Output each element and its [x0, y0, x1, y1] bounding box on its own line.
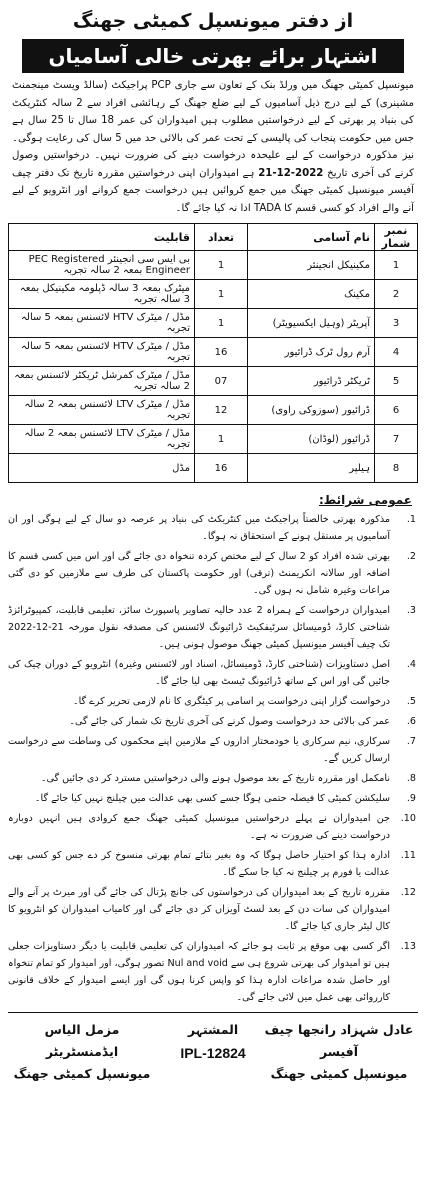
header-count: تعداد — [195, 224, 248, 251]
list-item — [8, 847, 418, 881]
list-item — [8, 938, 418, 1006]
row-post-name: ڈرائیور (سوزوکی راوی) — [248, 396, 375, 425]
list-item — [8, 810, 418, 844]
list-item — [8, 602, 418, 653]
table-row — [9, 338, 418, 367]
term-number: .12 — [400, 887, 416, 898]
term-number: .7 — [406, 736, 416, 747]
row-count: 1 — [195, 251, 248, 280]
row-post-name: ہیلپر — [248, 454, 375, 483]
term-number: .13 — [400, 941, 416, 952]
row-qualification: میٹرک بمعہ 3 سالہ ڈپلومہ مکینیکل بمعہ 3 سالہ تجربہ — [9, 280, 195, 309]
header-post-name: نام آسامی — [248, 224, 375, 251]
term-text: سرکاری، نیم سرکاری یا خودمختار اداروں کے ملازمین اپنے محکموں کی وساطت سے درخواست ارسال کریں گے۔ — [8, 736, 390, 764]
row-post-name: مکینک — [248, 280, 375, 309]
term-text: بھرتی شدہ افراد کو 2 سال کے لیے مختص کردہ تنخواہ دی جائے گی اور اس میں کسی قسم کا اضافہ اور سالانہ انکریمنٹ (ترقی) اور حکومت پاکستان کی طرف سے ملازمین کو دی گئی مراعات وغیرہ شامل نہ ہوں گی۔ — [8, 551, 390, 596]
list-item — [8, 693, 418, 710]
deadline-date: 21-12-2022 — [258, 167, 324, 179]
chief-officer-office: میونسپل کمیٹی جھنگ — [270, 1066, 408, 1081]
table-row — [9, 251, 418, 280]
row-qualification: مڈل — [9, 454, 195, 483]
term-number: .9 — [406, 793, 416, 804]
term-number: .10 — [400, 813, 416, 824]
intro-text-1: میونسپل کمیٹی جھنگ میں ورلڈ بنک کے تعاون سے جاری PCP پراجیکٹ (سالڈ ویسٹ مینجمنٹ مشینری) کے لیے درج ذیل آسامیوں کے لیے ضلع جھنگ کے رہائشی افراد سے 2 سالہ کنٹریکٹ کی بنیاد پر بھرتی کے لیے درخواستیں مطلوب ہیں امیدواران کی عمر 18 سال تا 25 سال ہے جس میں حکومت پنجاب کی پالیسی کے تحت عمر کی بالائی حد میں 5 سال کی رعایت ہوگی۔ نیز مذکورہ درخواست کے لیے علیحدہ درخواست دینے کی ضرورت نہیں۔ درخواستیں وصول کرنے کی آخری تاریخ — [12, 80, 414, 179]
administrator-signature — [12, 1019, 152, 1085]
chief-officer-signature — [264, 1019, 414, 1085]
list-item — [8, 770, 418, 787]
row-post-name: ڈرائیور (لوڈان) — [248, 425, 375, 454]
list-item — [8, 656, 418, 690]
header-no: نمبر شمار — [375, 224, 418, 251]
row-qualification: مڈل / میٹرک کمرشل ٹریکٹر لائسنس بمعہ 2 سالہ تجربہ — [9, 367, 195, 396]
row-count: 12 — [195, 396, 248, 425]
term-number: .8 — [406, 773, 416, 784]
list-item — [8, 548, 418, 599]
row-no: 3 — [375, 309, 418, 338]
list-item — [8, 511, 418, 545]
row-no: 8 — [375, 454, 418, 483]
term-number: .11 — [400, 850, 416, 861]
ipl-number: IPL-12824 — [180, 1045, 246, 1061]
table-row — [9, 309, 418, 338]
list-item — [8, 884, 418, 935]
term-text: سلیکشن کمیٹی کا فیصلہ حتمی ہوگا جسے کسی بھی عدالت میں چیلنج نہیں کیا جائے گا۔ — [34, 793, 390, 804]
row-count: 16 — [195, 454, 248, 483]
row-no: 1 — [375, 251, 418, 280]
term-text: درخواست گزار اپنی درخواست پر اسامی پر کیٹگری کا نام لازمی تحریر کرے گا۔ — [73, 696, 390, 707]
term-text: نامکمل اور مقررہ تاریخ کے بعد موصول ہونے والی درخواستیں مسترد کر دی جائیں گی۔ — [40, 773, 390, 784]
row-qualification: بی ایس سی انجینئر PEC Registered Engineer بمعہ 2 سالہ تجربہ — [9, 251, 195, 280]
term-text: اگر کسی بھی موقع پر ثابت ہو جائے کہ امیدواران کی تعلیمی قابلیت یا دیگر دستاویزات جعلی ہیں تو امیدوار کی بھرتی شروع ہی سے Nul and void تصور ہوگی، اور امیدوار کو تمام تنخواہ اور حاصل شدہ مراعات ادارہ ہذا کو واپس کرنا ہوں گی اور ایسے امیدوار کے خلاف قانونی کارروائی بھی عمل میں لائی جائے گی۔ — [8, 941, 391, 1003]
chief-officer-name: عادل شہزاد رانجھا چیف آفیسر — [264, 1022, 414, 1059]
intro-paragraph — [8, 77, 418, 217]
term-text: عمر کی بالائی حد درخواست وصول کرنے کی آخری تاریخ تک شمار کی جائے گی۔ — [69, 716, 390, 727]
header-qualification: قابلیت — [9, 224, 195, 251]
term-text: اصل دستاویزات (شناختی کارڈ، ڈومیسائل، اسناد اور لائسنس وغیرہ) انٹرویو کے دوران چیک کی جائیں گی اور اس کے ساتھ ڈرائیونگ ٹیسٹ بھی لیا جائے گا۔ — [8, 659, 390, 687]
term-text: مذکورہ بھرتی خالصتاً پراجیکٹ میں کنٹریکٹ کی بنیاد پر عرصہ دو سال کے لیے ہوگی اور ان آسامیوں پر مستقل ہونے کے استحقاق نہ ہوگا۔ — [8, 514, 390, 542]
term-number: .3 — [406, 605, 416, 616]
row-count: 1 — [195, 425, 248, 454]
footer-divider — [8, 1012, 418, 1013]
table-row — [9, 454, 418, 483]
posts-table — [8, 223, 418, 483]
administrator-office: میونسپل کمیٹی جھنگ — [13, 1066, 151, 1081]
term-number: .1 — [406, 514, 416, 525]
table-row — [9, 280, 418, 309]
list-item — [8, 790, 418, 807]
table-row — [9, 396, 418, 425]
row-qualification: مڈل / میٹرک LTV لائسنس بمعہ 2 سالہ تجربہ — [9, 425, 195, 454]
table-header-row — [9, 224, 418, 251]
row-no: 4 — [375, 338, 418, 367]
office-title: از دفتر میونسپل کمیٹی جھنگ — [72, 10, 354, 32]
row-qualification: مڈل / میٹرک HTV لائسنس بمعہ 5 سالہ تجربہ — [9, 338, 195, 367]
row-no: 2 — [375, 280, 418, 309]
row-post-name: آپریٹر (وہیل ایکسیویٹر) — [248, 309, 375, 338]
row-count: 1 — [195, 309, 248, 338]
intro-text-2: ہے امیدواران اپنی درخواستیں مقررہ تاریخ تک دفتر چیف آفیسر میونسپل کمیٹی جھنگ میں جمع کروائیں ہیں درخواست جمع کروانے اور انٹرویو کے لیے آنے والے افراد کو کسی قسم کا TADA ادا نہ کیا جائے گا۔ — [12, 167, 414, 214]
row-count: 16 — [195, 338, 248, 367]
term-number: .5 — [406, 696, 416, 707]
term-text: ادارہ ہذا کو اختیار حاصل ہوگا کہ وہ بغیر بتائے تمام بھرتی منسوخ کر دے جس کو کسی بھی عدالت یا فورم پر چیلنج نہ کیا جا سکے گا۔ — [8, 850, 390, 878]
signature-footer — [8, 1017, 418, 1081]
row-qualification: مڈل / میٹرک LTV لائسنس بمعہ 2 سالہ تجربہ — [9, 396, 195, 425]
row-post-name: آرم رول ٹرک ڈرائیور — [248, 338, 375, 367]
table-row — [9, 367, 418, 396]
list-item — [8, 733, 418, 767]
row-post-name: مکینیکل انجینئر — [248, 251, 375, 280]
terms-list — [8, 511, 418, 1006]
recruitment-banner: اشتہار برائے بھرتی خالی آسامیاں — [22, 39, 404, 73]
term-text: جن امیدواران نے پہلے درخواستیں میونسپل کمیٹی جھنگ جمع کروادی ہیں انہیں دوبارہ درخواست دینے کی ضرورت نہ ہے۔ — [8, 813, 390, 841]
row-no: 7 — [375, 425, 418, 454]
term-number: .4 — [406, 659, 416, 670]
row-post-name: ٹریکٹر ڈرائیور — [248, 367, 375, 396]
list-item — [8, 713, 418, 730]
row-qualification: مڈل / میٹرک HTV لائسنس بمعہ 5 سالہ تجربہ — [9, 309, 195, 338]
term-text: مقررہ تاریخ کے بعد امیدواران کی درخواستوں کی جانچ پڑتال کی جائے گی اور میرٹ پر آنے والے امیدواران کی سات دن کے بعد لسٹ آویزاں کر دی جائے گی اور کامیاب امیدواران کو انٹرویو کا کال لیٹر جاری کیا جائے گا۔ — [8, 887, 390, 932]
table-row — [9, 425, 418, 454]
term-number: .6 — [406, 716, 416, 727]
term-text: امیدواران درخواست کے ہمراہ 2 عدد حالیہ تصاویر پاسپورٹ سائز، تعلیمی قابلیت، کمپیوٹرائزڈ شناختی کارڈ، ڈومیسائل سرٹیفکیٹ ڈرائیونگ لائسنس کی مصدقہ نقول مورخہ 21-12-2022 تک چیف آفیسر میونسپل کمیٹی جھنگ موصول ہونی ہیں۔ — [8, 605, 390, 650]
row-count: 1 — [195, 280, 248, 309]
term-number: .2 — [406, 551, 416, 562]
row-no: 6 — [375, 396, 418, 425]
advertiser-label: المشتہر — [187, 1022, 239, 1037]
administrator-name: مزمل الیاس ایڈمنسٹریٹر — [44, 1022, 120, 1059]
row-count: 07 — [195, 367, 248, 396]
terms-heading: عمومی شرائط: — [318, 493, 412, 507]
row-no: 5 — [375, 367, 418, 396]
